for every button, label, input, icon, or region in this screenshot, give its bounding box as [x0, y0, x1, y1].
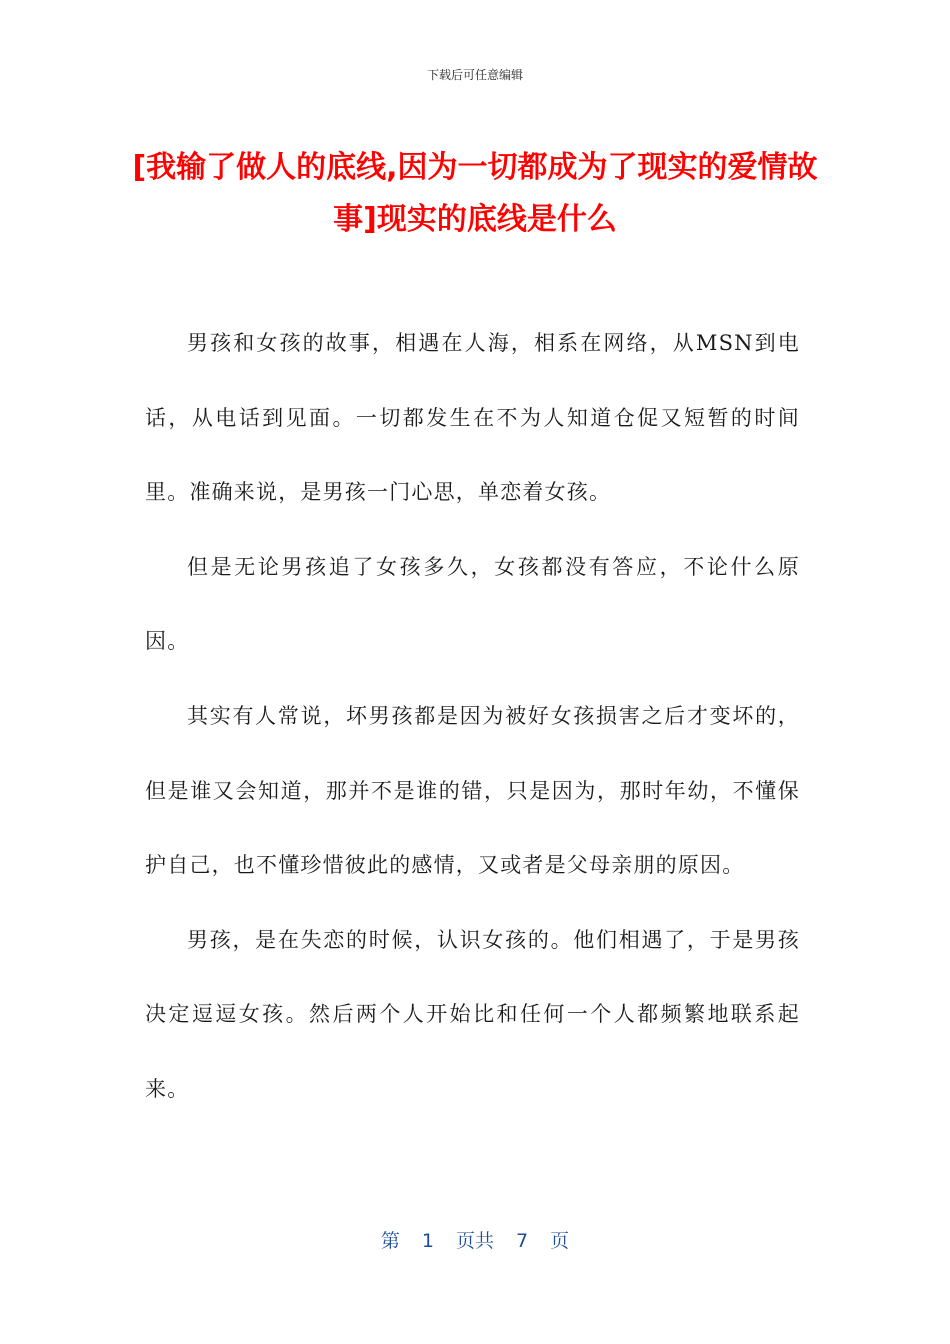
current-page-number: 1 — [421, 1230, 434, 1252]
page-label-mid: 页共 — [455, 1230, 494, 1252]
paragraph-4: 男孩，是在失恋的时候，认识女孩的。他们相遇了，于是男孩决定逗逗女孩。然后两个人开始比和任何一个人都频繁地联系起来。 — [145, 927, 800, 1101]
header-note: 下载后可任意编辑 — [426, 68, 523, 82]
paragraph-1: 男孩和女孩的故事，相遇在人海，相系在网络，从MSN到电话，从电话到见面。一切都发生在不为人知道仓促又短暂的时间里。准确来说，是男孩一门心思，单恋着女孩。 — [145, 331, 800, 505]
page-footer — [0, 1226, 950, 1253]
page-label-suffix: 页 — [550, 1230, 570, 1252]
total-pages-number: 7 — [516, 1230, 529, 1252]
page-label-prefix: 第 — [380, 1230, 400, 1252]
document-body — [145, 306, 800, 1127]
paragraph-3: 其实有人常说，坏男孩都是因为被好女孩损害之后才变坏的，但是谁又会知道，那并不是谁的错，只是因为，那时年幼，不懂保护自己，也不懂珍惜彼此的感情，又或者是父母亲朋的原因。 — [145, 703, 800, 878]
paragraph-2: 但是无论男孩追了女孩多久，女孩都没有答应，不论什么原因。 — [145, 554, 800, 654]
document-title: [我输了做人的底线,因为一切都成为了现实的爱情故事]现实的底线是什么 — [132, 150, 818, 237]
